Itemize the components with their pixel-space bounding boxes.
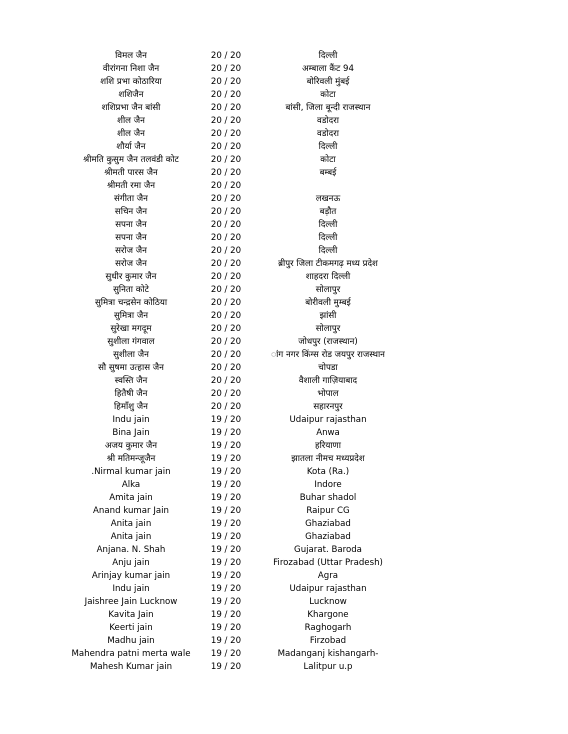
score-cell: 19 / 20 xyxy=(210,532,242,542)
score-cell: 20 / 20 xyxy=(210,90,242,100)
city-cell: Ghaziabad xyxy=(305,532,351,542)
score-cell: 20 / 20 xyxy=(210,142,242,152)
score-cell: 19 / 20 xyxy=(210,649,242,659)
table-row xyxy=(0,271,568,284)
table-row xyxy=(0,518,568,531)
score-cell: 19 / 20 xyxy=(210,545,242,555)
table-row xyxy=(0,609,568,622)
participant-name: Alka xyxy=(121,480,141,490)
table-row xyxy=(0,50,568,63)
participant-name: Kavita Jain xyxy=(108,610,154,620)
participant-name: श्रीमती पारस जैन xyxy=(104,168,158,178)
score-cell: 19 / 20 xyxy=(210,441,242,451)
city-cell: सोलापुर xyxy=(315,285,341,295)
table-row xyxy=(0,284,568,297)
participant-name: संगीता जैन xyxy=(114,194,148,204)
table-row xyxy=(0,323,568,336)
score-cell: 20 / 20 xyxy=(210,51,242,61)
score-cell: 20 / 20 xyxy=(210,389,242,399)
city-cell: जोधपुर (राजस्थान) xyxy=(298,337,358,347)
participant-name: श्री मतिमन्जूजैन xyxy=(106,454,156,464)
city-cell: सोलापुर xyxy=(315,324,341,334)
score-cell: 20 / 20 xyxy=(210,376,242,386)
participant-name: शील जैन xyxy=(117,129,145,139)
table-row xyxy=(0,128,568,141)
table-row xyxy=(0,505,568,518)
score-cell: 19 / 20 xyxy=(210,493,242,503)
table-row xyxy=(0,206,568,219)
city-cell: Lalitpur u.p xyxy=(303,662,353,672)
table-row xyxy=(0,661,568,674)
city-cell: वडोदरा xyxy=(317,129,339,139)
participant-name: Amita jain xyxy=(109,493,153,503)
participant-name: सपना जैन xyxy=(115,233,147,243)
score-cell: 20 / 20 xyxy=(210,116,242,126)
table-row xyxy=(0,453,568,466)
participant-name: Anand kumar Jain xyxy=(93,506,169,516)
city-cell: भोपाल xyxy=(317,389,339,399)
score-cell: 20 / 20 xyxy=(210,272,242,282)
participant-name: Indu jain xyxy=(112,584,150,594)
table-row xyxy=(0,310,568,323)
score-cell: 19 / 20 xyxy=(210,610,242,620)
score-cell: 20 / 20 xyxy=(210,233,242,243)
city-cell: चोपडा xyxy=(318,363,338,373)
table-row xyxy=(0,193,568,206)
table-row xyxy=(0,362,568,375)
city-cell: लखनऊ xyxy=(315,194,341,204)
participant-name: शशिजैन xyxy=(118,90,144,100)
participant-name: Arinjay kumar jain xyxy=(91,571,171,581)
participant-name: शील जैन xyxy=(117,116,145,126)
table-row xyxy=(0,141,568,154)
score-cell: 19 / 20 xyxy=(210,636,242,646)
table-row xyxy=(0,336,568,349)
score-cell: 20 / 20 xyxy=(210,402,242,412)
score-cell: 20 / 20 xyxy=(210,259,242,269)
participant-name: हितैषी जैन xyxy=(114,389,148,399)
score-cell: 20 / 20 xyxy=(210,194,242,204)
city-cell: Khargone xyxy=(307,610,349,620)
score-cell: 19 / 20 xyxy=(210,597,242,607)
table-row xyxy=(0,219,568,232)
city-cell: बम्बई xyxy=(319,168,337,178)
score-cell: 20 / 20 xyxy=(210,77,242,87)
participant-name: शौर्या जैन xyxy=(116,142,146,152)
table-row xyxy=(0,102,568,115)
score-cell: 19 / 20 xyxy=(210,467,242,477)
table-row xyxy=(0,557,568,570)
score-cell: 20 / 20 xyxy=(210,181,242,191)
score-cell: 19 / 20 xyxy=(210,428,242,438)
table-row xyxy=(0,89,568,102)
city-cell: बांसी, जिला बून्दी राजस्थान xyxy=(285,103,371,113)
table-row xyxy=(0,414,568,427)
participant-name: सुमित्रा जैन xyxy=(113,311,149,321)
table-row xyxy=(0,492,568,505)
score-cell: 20 / 20 xyxy=(210,285,242,295)
score-cell: 19 / 20 xyxy=(210,584,242,594)
participant-name: Anita jain xyxy=(110,532,152,542)
participant-name: सपना जैन xyxy=(115,220,147,230)
score-cell: 20 / 20 xyxy=(210,324,242,334)
table-row xyxy=(0,63,568,76)
participant-name: शशि प्रभा कोठारिया xyxy=(100,77,162,87)
city-cell: सहारनपुर xyxy=(313,402,343,412)
city-cell: Kota (Ra.) xyxy=(306,467,350,477)
table-row xyxy=(0,479,568,492)
participant-name: Anjana. N. Shah xyxy=(96,545,166,555)
participant-name: Anju jain xyxy=(112,558,150,568)
participant-name: सुनिता कोटे xyxy=(113,285,149,295)
table-row xyxy=(0,167,568,180)
participant-name: Bina Jain xyxy=(112,428,150,438)
city-cell: दिल्ली xyxy=(318,142,338,152)
city-cell: Lucknow xyxy=(309,597,347,607)
participant-name: हिमाँशु जैन xyxy=(114,402,148,412)
score-cell: 20 / 20 xyxy=(210,103,242,113)
city-cell: झांसी xyxy=(319,311,337,321)
table-row xyxy=(0,375,568,388)
city-cell: अम्बाला कैंट 94 xyxy=(302,64,354,74)
city-cell: दिल्ली xyxy=(318,246,338,256)
city-cell: हरियाणा xyxy=(315,441,341,451)
score-cell: 20 / 20 xyxy=(210,129,242,139)
table-row xyxy=(0,115,568,128)
score-cell: 19 / 20 xyxy=(210,662,242,672)
score-cell: 19 / 20 xyxy=(210,623,242,633)
city-cell: झातला नीमच मध्यप्रदेश xyxy=(291,454,365,464)
score-cell: 20 / 20 xyxy=(210,337,242,347)
participant-name: सरोज जैन xyxy=(115,259,147,269)
score-cell: 20 / 20 xyxy=(210,220,242,230)
participant-name: Anita jain xyxy=(110,519,152,529)
score-cell: 19 / 20 xyxy=(210,480,242,490)
score-cell: 20 / 20 xyxy=(210,363,242,373)
participant-name: सुमित्रा चन्द्रसेन कोठिया xyxy=(94,298,168,308)
table-row xyxy=(0,635,568,648)
city-cell: Firzobad xyxy=(309,636,347,646)
city-cell: Gujarat. Baroda xyxy=(294,545,362,555)
city-cell: कोटा xyxy=(320,155,336,165)
table-row xyxy=(0,531,568,544)
table-row xyxy=(0,245,568,258)
city-cell: बोरिवली मुंबई xyxy=(306,77,350,87)
city-cell: ब्रीपुर जिला टीकमगढ़ मध्य प्रदेश xyxy=(278,259,378,269)
score-cell: 20 / 20 xyxy=(210,298,242,308)
table-row xyxy=(0,388,568,401)
city-cell: वडोदरा xyxy=(317,116,339,126)
table-row xyxy=(0,583,568,596)
score-cell: 19 / 20 xyxy=(210,454,242,464)
score-cell: 19 / 20 xyxy=(210,519,242,529)
city-cell: कोटा xyxy=(320,90,336,100)
participant-name: सुशीला जैन xyxy=(113,350,149,360)
table-row xyxy=(0,648,568,661)
city-cell: वैशाली गाज़ियाबाद xyxy=(298,376,358,386)
score-cell: 20 / 20 xyxy=(210,64,242,74)
city-cell: Firozabad (Uttar Pradesh) xyxy=(273,558,383,568)
table-row xyxy=(0,232,568,245)
city-cell: Madanganj kishangarh- xyxy=(277,649,379,659)
table-row xyxy=(0,258,568,271)
participant-name: सुधीर कुमार जैन xyxy=(105,272,157,282)
participant-name: Jaishree Jain Lucknow xyxy=(84,597,178,607)
participant-name: सरोज जैन xyxy=(115,246,147,256)
city-cell: Indore xyxy=(314,480,342,490)
city-cell: दिल्ली xyxy=(318,220,338,230)
city-cell: बोरीवली मुम्बई xyxy=(305,298,351,308)
participant-name: Madhu jain xyxy=(107,636,155,646)
table-row xyxy=(0,349,568,362)
city-cell: Udaipur rajasthan xyxy=(289,415,367,425)
city-cell: Ghaziabad xyxy=(305,519,351,529)
table-row xyxy=(0,466,568,479)
score-cell: 20 / 20 xyxy=(210,207,242,217)
participant-name: Keerti jain xyxy=(109,623,153,633)
table-row xyxy=(0,154,568,167)
table-row xyxy=(0,401,568,414)
participant-name: श्रीमति कुसुम जैन तलवंडी कोट xyxy=(83,155,179,165)
table-row xyxy=(0,427,568,440)
city-cell: Agra xyxy=(317,571,339,581)
participant-name: श्रीमती रमा जैन xyxy=(106,181,156,191)
city-cell: Raipur CG xyxy=(306,506,350,516)
city-cell: Udaipur rajasthan xyxy=(289,584,367,594)
results-sheet xyxy=(0,50,568,674)
table-row xyxy=(0,570,568,583)
city-cell: Buhar shadol xyxy=(299,493,357,503)
score-cell: 19 / 20 xyxy=(210,571,242,581)
participant-name: सचिन जैन xyxy=(114,207,148,217)
table-row xyxy=(0,297,568,310)
score-cell: 19 / 20 xyxy=(210,558,242,568)
score-cell: 19 / 20 xyxy=(210,415,242,425)
participant-name: वीरांगना निशा जैन xyxy=(102,64,160,74)
participant-name: सुशीला गंगवाल xyxy=(107,337,155,347)
participant-name: Mahendra patni merta wale xyxy=(71,649,191,659)
city-cell: बड़ौत xyxy=(319,207,337,217)
table-row xyxy=(0,180,568,193)
score-cell: 20 / 20 xyxy=(210,350,242,360)
table-row xyxy=(0,544,568,557)
participant-name: शशिप्रभा जैन बांसी xyxy=(101,103,161,113)
participant-name: विमल जैन xyxy=(115,51,147,61)
participant-name: .Nirmal kumar jain xyxy=(91,467,171,477)
table-row xyxy=(0,622,568,635)
city-cell: दिल्ली xyxy=(318,51,338,61)
city-cell: Raghogarh xyxy=(304,623,352,633)
score-cell: 20 / 20 xyxy=(210,168,242,178)
participant-name: सुरेखा मगदूम xyxy=(110,324,152,334)
city-cell: दिल्ली xyxy=(318,233,338,243)
city-cell: शाहदरा दिल्ली xyxy=(305,272,351,282)
city-cell: Anwa xyxy=(316,428,340,438)
table-row xyxy=(0,440,568,453)
participant-name: Mahesh Kumar jain xyxy=(89,662,173,672)
table-row xyxy=(0,596,568,609)
score-cell: 20 / 20 xyxy=(210,311,242,321)
city-cell: ांग नगर किंग्स रोड जयपुर राजस्थान xyxy=(271,350,385,360)
participant-name: Indu jain xyxy=(112,415,150,425)
participant-name: स्वस्ति जैन xyxy=(114,376,148,386)
score-cell: 20 / 20 xyxy=(210,246,242,256)
table-row xyxy=(0,76,568,89)
score-cell: 19 / 20 xyxy=(210,506,242,516)
score-cell: 20 / 20 xyxy=(210,155,242,165)
participant-name: सौ सुषमा उत्हास जैन xyxy=(98,363,164,373)
participant-name: अजय कुमार जैन xyxy=(104,441,158,451)
